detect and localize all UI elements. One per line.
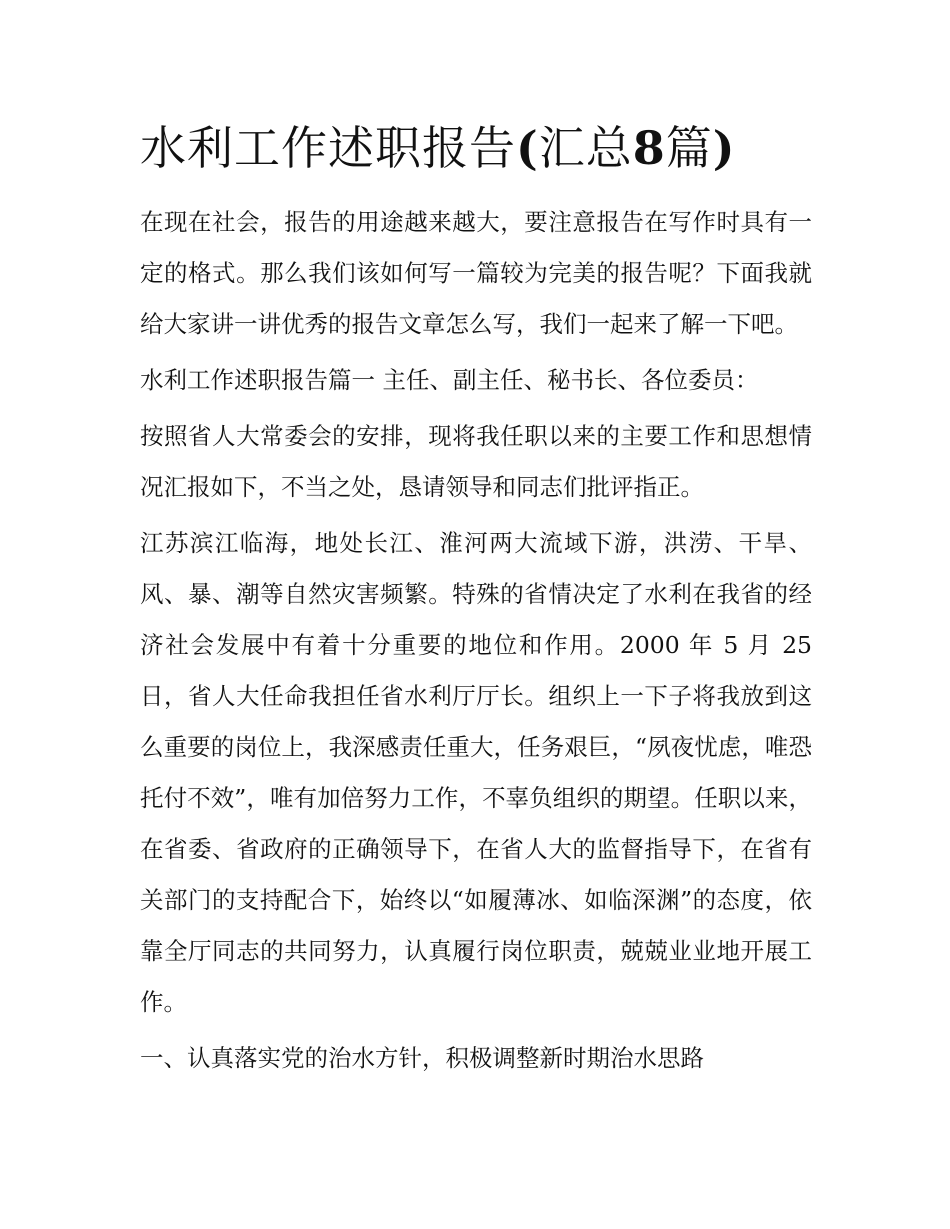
title-close-paren: ) (712, 121, 736, 175)
intro-paragraph: 在现在社会，报告的用途越来越大，要注意报告在写作时具有一定的格式。那么我们该如何写一篇较为完美的报告呢？下面我就给大家讲一讲优秀的报告文章怎么写，我们一起来了解一下吧。 (140, 208, 812, 338)
title-count: 8 (632, 121, 666, 175)
title-unit: 篇 (665, 121, 713, 175)
title-text: 水利工作述职报告 (140, 121, 516, 175)
subsection-heading: 一、认真落实党的治水方针，积极调整新时期治水思路 (140, 1044, 704, 1072)
opening-paragraph: 按照省人大常委会的安排，现将我任职以来的主要工作和思想情况汇报如下，不当之处，恳请领导和同志们批评指正。 (140, 422, 812, 501)
document-title (140, 118, 840, 178)
background-paragraph: 江苏滨江临海，地处长江、淮河两大流域下游，洪涝、干旱、风、暴、潮等自然灾害频繁。特殊的省情决定了水利在我省的经济社会发展中有着十分重要的地位和作用。2000 年 5 月 25 日，省人大任命我担任省水利厅厅长。组织上一下子将我放到这么重要的岗位上，我深感责任重大，任务艰巨，“夙夜忧虑，唯恐托付不效”，唯有加倍努力工作，不辜负组织的期望。任职以来，在省委、省政府的正确领导下，在省人大的监督指导下，在省有关部门的支持配合下，始终以“如履薄冰、如临深渊”的态度，依靠全厅同志的共同努力，认真履行岗位职责，兢兢业业地开展工作。 (140, 529, 812, 1016)
title-open-paren: ( (516, 121, 539, 175)
section-heading-salutation: 水利工作述职报告篇一 主任、副主任、秘书长、各位委员： (140, 366, 759, 394)
document-body (140, 197, 812, 1089)
title-summary-word: 汇总 (538, 121, 633, 175)
